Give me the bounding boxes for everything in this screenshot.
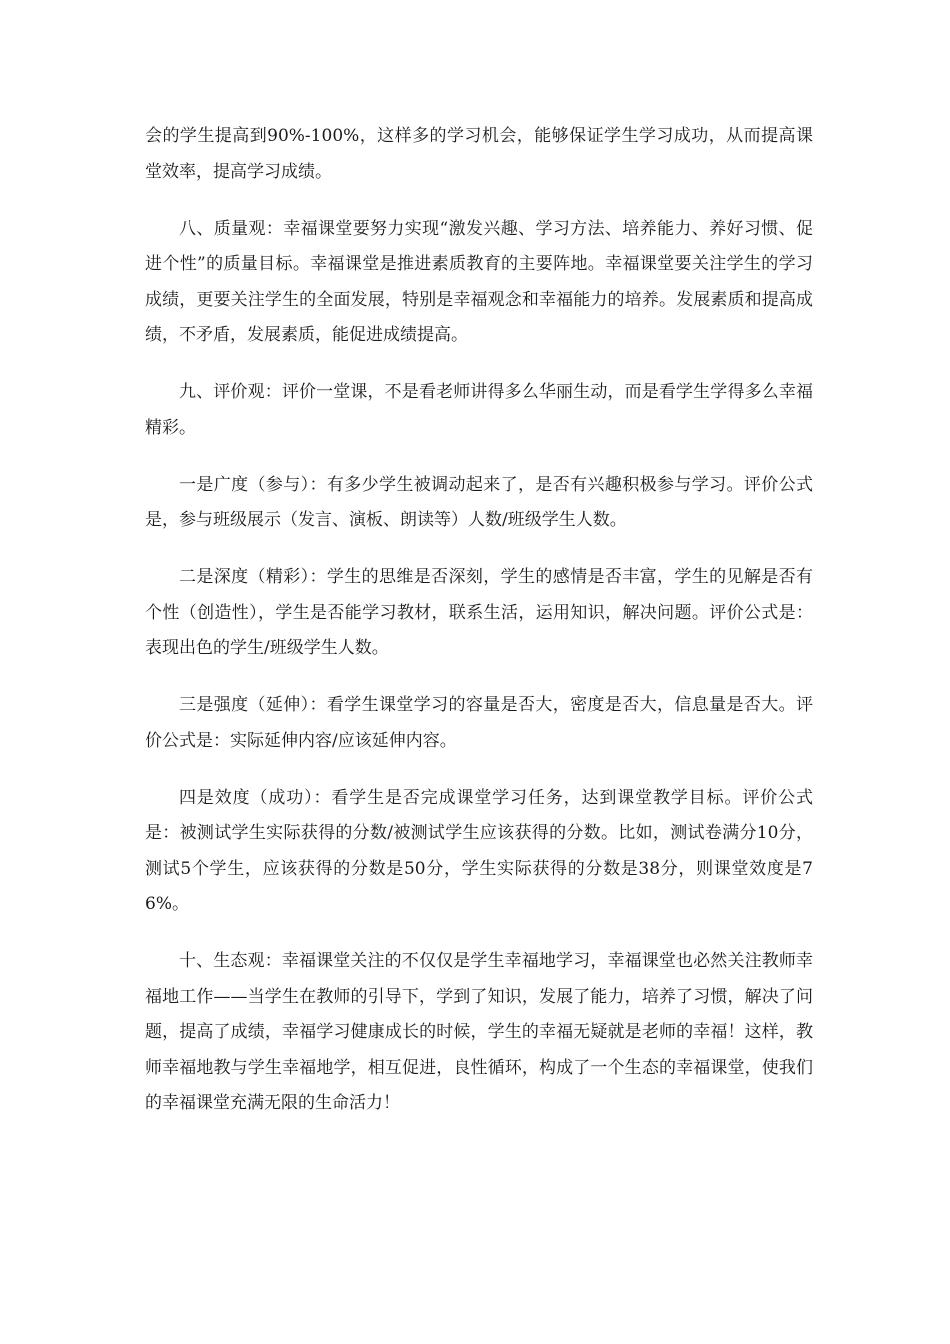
paragraph-quality-view: 八、质量观：幸福课堂要努力实现“激发兴趣、学习方法、培养能力、养好习惯、促进个性”的质量目标。幸福课堂是推进素质教育的主要阵地。幸福课堂要关注学生的学习成绩，更要关注学生的全面发展，特别是幸福观念和幸福能力的培养。发展素质和提高成绩，不矛盾，发展素质，能促进成绩提高。 — [145, 218, 813, 345]
document-body — [145, 119, 813, 1143]
paragraph-continuation: 会的学生提高到90%-100%，这样多的学习机会，能够保证学生学习成功，从而提高课堂效率，提高学习成绩。 — [145, 126, 813, 182]
paragraph-effectiveness: 四是效度（成功）：看学生是否完成课堂学习任务，达到课堂教学目标。评价公式是：被测试学生实际获得的分数/被测试学生应该获得的分数。比如，测试卷满分10分，测试5个学生，应该获得的分数是50分，学生实际获得的分数是38分，则课堂效度是76%。 — [145, 787, 813, 914]
paragraph-ecology-view: 十、生态观：幸福课堂关注的不仅仅是学生幸福地学习，幸福课堂也必然关注教师幸福地工作——当学生在教师的引导下，学到了知识，发展了能力，培养了习惯，解决了问题，提高了成绩，幸福学习健康成长的时候，学生的幸福无疑就是老师的幸福！这样，教师幸福地教与学生幸福地学，相互促进，良性循环，构成了一个生态的幸福课堂，使我们的幸福课堂充满无限的生命活力！ — [145, 951, 813, 1113]
paragraph-evaluation-view: 九、评价观：评价一堂课，不是看老师讲得多么华丽生动，而是看学生学得多么幸福精彩。 — [145, 382, 813, 438]
paragraph-intensity: 三是强度（延伸）：看学生课堂学习的容量是否大，密度是否大，信息量是否大。评价公式是：实际延伸内容/应该延伸内容。 — [145, 695, 813, 751]
paragraph-breadth: 一是广度（参与）：有多少学生被调动起来了，是否有兴趣积极参与学习。评价公式是，参与班级展示（发言、演板、朗读等）人数/班级学生人数。 — [145, 474, 813, 530]
paragraph-depth: 二是深度（精彩）：学生的思维是否深刻，学生的感情是否丰富，学生的见解是否有个性（创造性），学生是否能学习教材，联系生活，运用知识，解决问题。评价公式是：表现出色的学生/班级学生人数。 — [145, 567, 813, 658]
